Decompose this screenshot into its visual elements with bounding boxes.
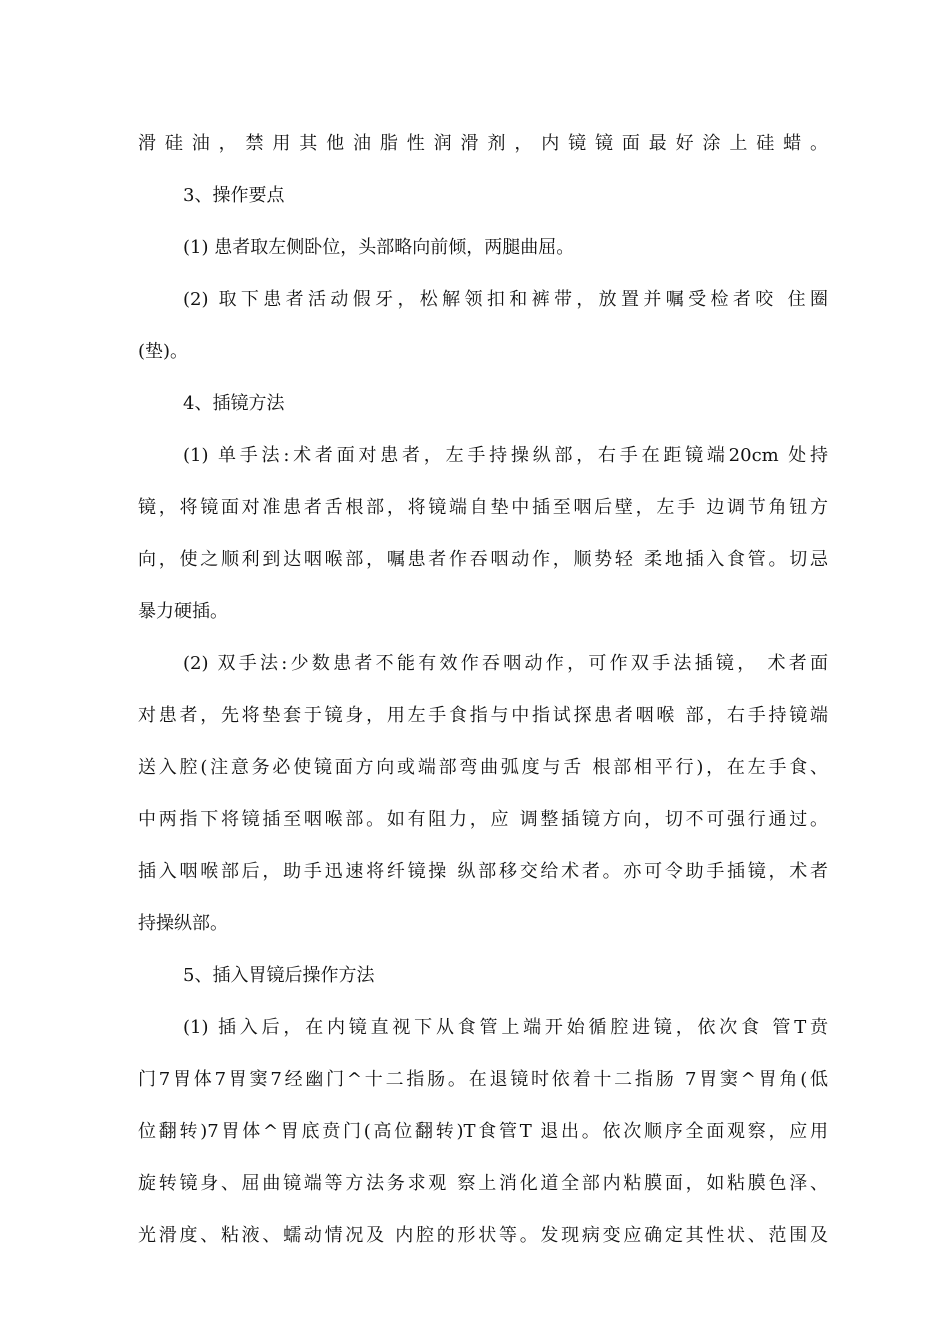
paragraph-line: (2) 双手法:少数患者不能有效作吞咽动作，可作双手法插镜， 术者面 xyxy=(183,653,828,674)
paragraph-line: 持操纵部。 xyxy=(138,913,228,934)
paragraph-line: 对患者，先将垫套于镜身，用左手食指与中指试探患者咽喉 部，右手持镜端 xyxy=(138,705,828,726)
paragraph-line: (2) 取下患者活动假牙，松解领扣和裤带，放置并嘱受检者咬 住圈 xyxy=(183,289,828,310)
paragraph-line: 门7胃体7胃窦7经幽门^十二指肠。在退镜时依着十二指肠 7胃窦^胃角(低 xyxy=(138,1069,828,1090)
paragraph-line: (1) 患者取左侧卧位，头部略向前倾，两腿曲屈。 xyxy=(183,237,575,258)
section-heading: 4、插镜方法 xyxy=(183,393,285,414)
paragraph-line: (1) 插入后，在内镜直视下从食管上端开始循腔进镜，依次食 管T贲 xyxy=(183,1017,828,1038)
section-heading: 3、操作要点 xyxy=(183,185,285,206)
paragraph-line: 向，使之顺利到达咽喉部，嘱患者作吞咽动作，顺势轻 柔地插入食管。切忌 xyxy=(138,549,828,570)
paragraph-line: (垫)。 xyxy=(138,341,189,362)
paragraph-line: 暴力硬插。 xyxy=(138,601,228,622)
paragraph-line: 镜，将镜面对准患者舌根部，将镜端自垫中插至咽后壁，左手 边调节角钮方 xyxy=(138,497,828,518)
paragraph-line: 旋转镜身、屈曲镜端等方法务求观 察上消化道全部内粘膜面，如粘膜色泽、 xyxy=(138,1173,828,1194)
paragraph-line: 光滑度、粘液、蠕动情况及 内腔的形状等。发现病变应确定其性状、范围及 xyxy=(138,1225,828,1246)
paragraph-line: 送入腔(注意务必使镜面方向或端部弯曲弧度与舌 根部相平行)，在左手食、 xyxy=(138,757,828,778)
paragraph-line: 插入咽喉部后，助手迅速将纤镜操 纵部移交给术者。亦可令助手插镜，术者 xyxy=(138,861,828,882)
paragraph-line: 中两指下将镜插至咽喉部。如有阻力，应 调整插镜方向，切不可强行通过。 xyxy=(138,809,828,830)
paragraph-line: 滑硅油，禁用其他油脂性润滑剂，内镜镜面最好涂上硅蜡。 xyxy=(138,133,828,154)
paragraph-line: (1) 单手法:术者面对患者，左手持操纵部，右手在距镜端20cm 处持 xyxy=(183,445,828,466)
section-heading: 5、插入胃镜后操作方法 xyxy=(183,965,375,986)
paragraph-line: 位翻转)7胃体^胃底贲门(高位翻转)T食管T 退出。依次顺序全面观察，应用 xyxy=(138,1121,828,1142)
